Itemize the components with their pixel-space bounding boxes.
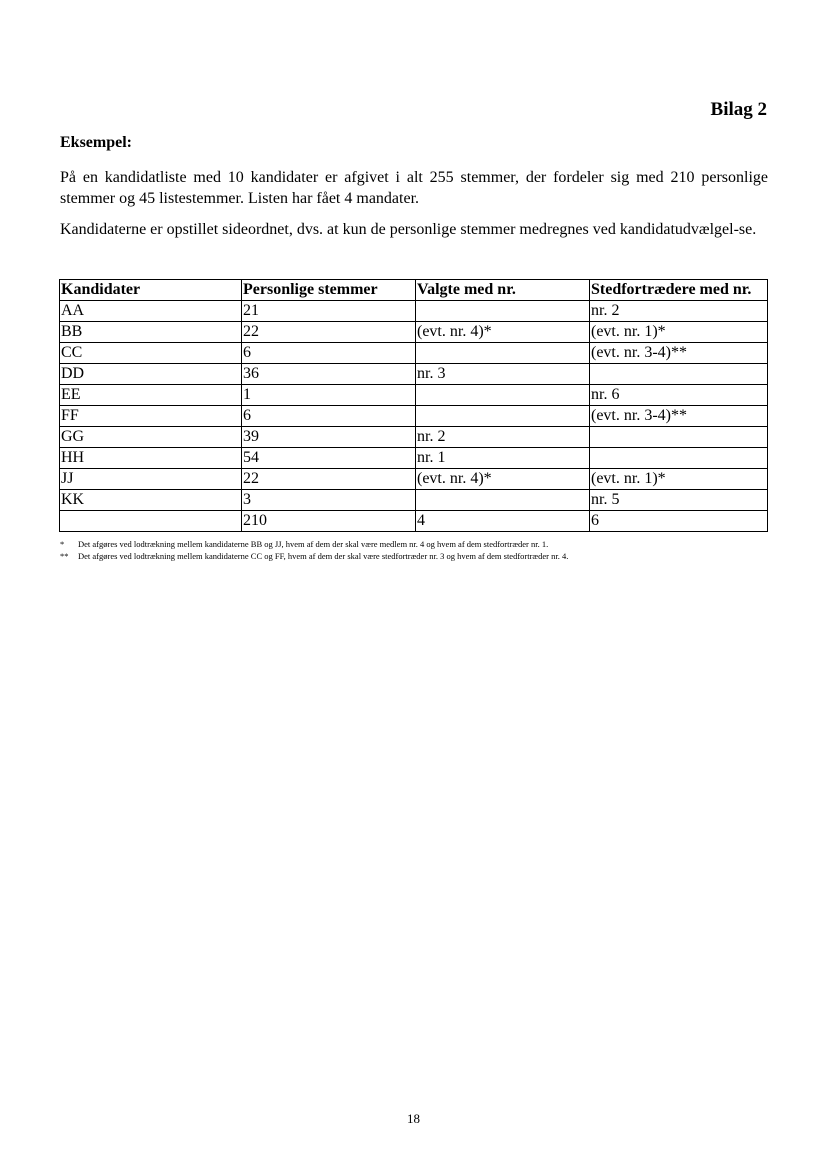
cell-total-stemmer: 210	[242, 511, 416, 532]
cell-kandidat: HH	[60, 448, 242, 469]
header-kandidater: Kandidater	[60, 280, 242, 301]
candidate-table	[59, 279, 768, 532]
page-number: 18	[407, 1111, 420, 1126]
cell-kandidat: EE	[60, 385, 242, 406]
table-row	[60, 448, 768, 469]
cell-valgt	[416, 343, 590, 364]
table-row	[60, 364, 768, 385]
cell-valgt: nr. 1	[416, 448, 590, 469]
footnote	[60, 550, 568, 562]
table-row	[60, 427, 768, 448]
cell-valgt: nr. 2	[416, 427, 590, 448]
cell-stedfortraeder: nr. 6	[590, 385, 768, 406]
cell-stemmer: 36	[242, 364, 416, 385]
cell-stedfortraeder	[590, 427, 768, 448]
cell-kandidat: BB	[60, 322, 242, 343]
cell-stemmer: 1	[242, 385, 416, 406]
table-row	[60, 469, 768, 490]
cell-stemmer: 6	[242, 343, 416, 364]
method-paragraph: Kandidaterne er opstillet sideordnet, dvs. at kun de personlige stemmer medregnes ved kandidatudvælgel-se.	[60, 221, 757, 238]
cell-stedfortraeder: (evt. nr. 1)*	[590, 469, 768, 490]
footnote-mark: **	[60, 551, 69, 561]
table-row	[60, 343, 768, 364]
cell-stedfortraeder	[590, 448, 768, 469]
cell-stemmer: 22	[242, 469, 416, 490]
table-row	[60, 406, 768, 427]
cell-kandidat: GG	[60, 427, 242, 448]
footnote-text: Det afgøres ved lodtrækning mellem kandidaterne BB og JJ, hvem af dem der skal være medlem nr. 4 og hvem af dem stedfortræder nr. 1.	[78, 539, 549, 549]
cell-stedfortraeder: (evt. nr. 1)*	[590, 322, 768, 343]
cell-valgt	[416, 406, 590, 427]
cell-kandidat: JJ	[60, 469, 242, 490]
cell-stedfortraeder: (evt. nr. 3-4)**	[590, 343, 768, 364]
footnote	[60, 538, 568, 550]
cell-valgt	[416, 301, 590, 322]
table-header-row	[60, 280, 768, 301]
cell-stedfortraeder: (evt. nr. 3-4)**	[590, 406, 768, 427]
intro-paragraph: På en kandidatliste med 10 kandidater er afgivet i alt 255 stemmer, der fordeler sig med 210 personlige stemmer og 45 listestemmer. Listen har fået 4 mandater.	[60, 169, 768, 207]
cell-stemmer: 6	[242, 406, 416, 427]
cell-kandidat: DD	[60, 364, 242, 385]
table-row	[60, 322, 768, 343]
cell-stemmer: 39	[242, 427, 416, 448]
section-label: Eksempel:	[60, 134, 132, 151]
cell-stedfortraeder: nr. 5	[590, 490, 768, 511]
cell-kandidat: CC	[60, 343, 242, 364]
bilag-heading: Bilag 2	[710, 99, 767, 120]
cell-valgt: nr. 3	[416, 364, 590, 385]
header-personlige-stemmer: Personlige stemmer	[242, 280, 416, 301]
cell-stemmer: 21	[242, 301, 416, 322]
table-row	[60, 490, 768, 511]
cell-stemmer: 22	[242, 322, 416, 343]
cell-valgt	[416, 490, 590, 511]
cell-total-valgte: 4	[416, 511, 590, 532]
cell-stemmer: 54	[242, 448, 416, 469]
cell-stemmer: 3	[242, 490, 416, 511]
cell-kandidat: AA	[60, 301, 242, 322]
cell-total-label	[60, 511, 242, 532]
table-row	[60, 301, 768, 322]
cell-valgt: (evt. nr. 4)*	[416, 469, 590, 490]
footnote-text: Det afgøres ved lodtrækning mellem kandidaterne CC og FF, hvem af dem der skal være stedfortræder nr. 3 og hvem af dem stedfortræder nr. 4.	[78, 551, 569, 561]
cell-stedfortraeder: nr. 2	[590, 301, 768, 322]
cell-stedfortraeder	[590, 364, 768, 385]
header-valgte-med-nr: Valgte med nr.	[416, 280, 590, 301]
cell-valgt	[416, 385, 590, 406]
table-row	[60, 385, 768, 406]
cell-kandidat: KK	[60, 490, 242, 511]
footnote-mark: *	[60, 539, 65, 549]
footnotes	[60, 538, 568, 562]
header-stedfortraedere-med-nr: Stedfortrædere med nr.	[590, 280, 768, 301]
cell-kandidat: FF	[60, 406, 242, 427]
cell-valgt: (evt. nr. 4)*	[416, 322, 590, 343]
table-total-row	[60, 511, 768, 532]
cell-total-stedfortraedere: 6	[590, 511, 768, 532]
